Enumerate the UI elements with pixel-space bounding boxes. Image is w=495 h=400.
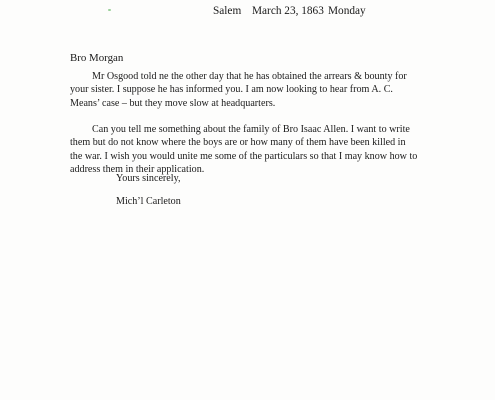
letter-closing: Yours sincerely, [116,173,181,184]
letter-day: Monday [328,5,366,17]
letter-signature: Mich’l Carleton [116,196,181,207]
letter-salutation: Bro Morgan [70,52,124,64]
letter-paragraph-2: Can you tell me something about the family of Bro Isaac Allen. I want to write them but do not know where the boys are or how many of them have been killed in the war. I wish you would unite me some of the particulars so that I may know how to address them in their application. [70,124,418,176]
letter-place: Salem [213,5,242,17]
letter-paragraph-1: Mr Osgood told ne the other day that he has obtained the arrears & bounty for your sister. I suppose he has informed you. I am now looking to hear from A. C. Means’ case – but they move slow at headquarters. [70,71,407,109]
letter-date: March 23, 1863 [252,5,324,17]
letter-header [0,4,495,20]
